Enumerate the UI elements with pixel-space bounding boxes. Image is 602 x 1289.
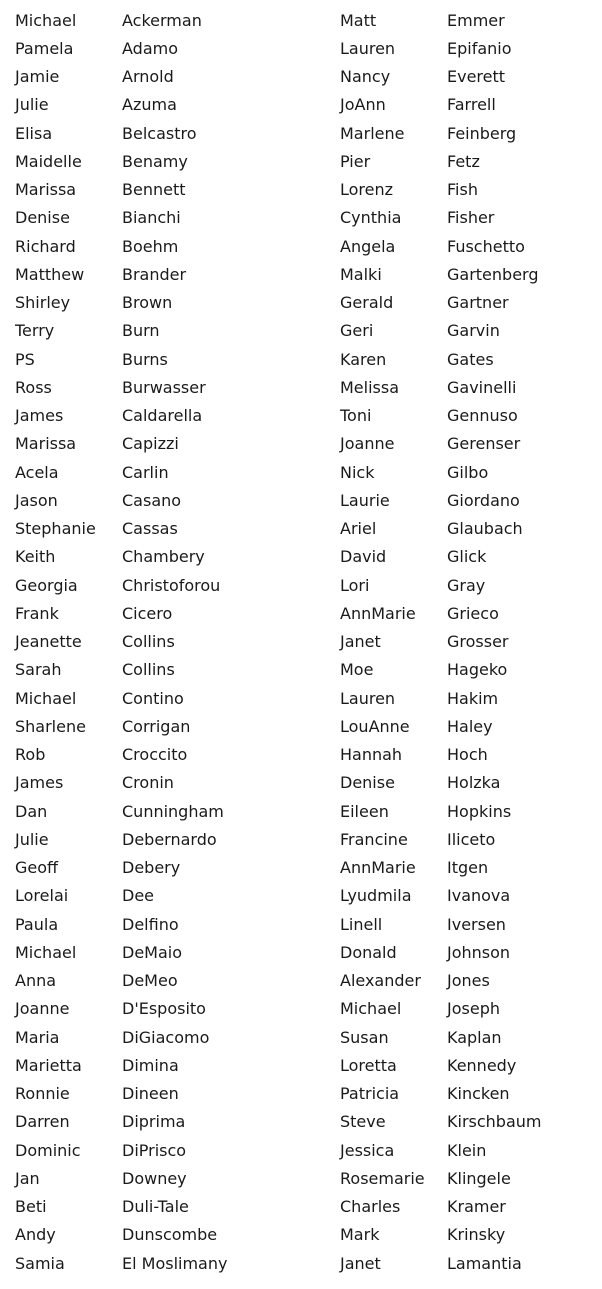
last-name: Boehm (122, 236, 179, 256)
last-name: Garvin (447, 321, 500, 341)
name-row (15, 232, 295, 260)
first-name: David (340, 547, 387, 567)
first-name: Dan (15, 801, 48, 821)
last-name: Burns (122, 349, 168, 369)
name-row (340, 656, 602, 684)
name-row (15, 6, 295, 34)
name-row (340, 543, 602, 571)
last-name: D'Esposito (122, 999, 206, 1019)
name-row (340, 1051, 602, 1079)
first-name: Laurie (340, 490, 390, 510)
last-name: Benamy (122, 151, 188, 171)
first-name: Matt (340, 10, 377, 30)
last-name: Dineen (122, 1084, 179, 1104)
name-row (15, 34, 295, 62)
last-name: Farrell (447, 95, 496, 115)
last-name: Belcastro (122, 123, 197, 143)
name-row (15, 656, 295, 684)
first-name: Gerald (340, 293, 394, 313)
first-name: Eileen (340, 801, 389, 821)
name-row (340, 147, 602, 175)
last-name: Christoforou (122, 575, 221, 595)
last-name: Joseph (447, 999, 500, 1019)
last-name: Klingele (447, 1168, 511, 1188)
name-row (15, 1221, 295, 1249)
first-name: Richard (15, 236, 76, 256)
name-row (15, 854, 295, 882)
name-row (15, 373, 295, 401)
first-name: Geoff (15, 858, 59, 878)
first-name: Julie (15, 829, 49, 849)
first-name: LouAnne (340, 716, 410, 736)
last-name: Hopkins (447, 801, 512, 821)
first-name: Loretta (340, 1055, 397, 1075)
first-name: Joanne (340, 434, 395, 454)
name-row (340, 373, 602, 401)
name-row (340, 938, 602, 966)
name-row (15, 289, 295, 317)
first-name: Lyudmila (340, 886, 412, 906)
first-name: Julie (15, 95, 49, 115)
first-name: Nick (340, 462, 375, 482)
name-row (15, 995, 295, 1023)
last-name: Iliceto (447, 829, 496, 849)
last-name: Holzka (447, 773, 501, 793)
last-name: Lamantia (447, 1253, 522, 1273)
name-row (15, 684, 295, 712)
name-row (340, 317, 602, 345)
last-name: Kramer (447, 1197, 506, 1217)
last-name: Emmer (447, 10, 505, 30)
last-name: Gates (447, 349, 494, 369)
first-name: Rob (15, 745, 46, 765)
name-row (15, 119, 295, 147)
last-name: Cronin (122, 773, 174, 793)
name-row (15, 769, 295, 797)
first-name: Malki (340, 264, 382, 284)
last-name: Azuma (122, 95, 177, 115)
name-row (340, 1023, 602, 1051)
first-name: AnnMarie (340, 858, 416, 878)
name-row (15, 825, 295, 853)
name-row (340, 741, 602, 769)
last-name: Duli-Tale (122, 1197, 189, 1217)
first-name: Pamela (15, 38, 74, 58)
last-name: Burwasser (122, 377, 206, 397)
first-name: Michael (340, 999, 402, 1019)
last-name: Gavinelli (447, 377, 517, 397)
name-row (340, 599, 602, 627)
last-name: Krinsky (447, 1225, 506, 1245)
name-row (340, 882, 602, 910)
last-name: Jones (447, 971, 490, 991)
first-name: Lauren (340, 688, 396, 708)
last-name: Johnson (447, 942, 511, 962)
first-name: Acela (15, 462, 59, 482)
first-name: Ross (15, 377, 52, 397)
name-row (340, 797, 602, 825)
first-name: Steve (340, 1112, 386, 1132)
name-row (15, 1051, 295, 1079)
name-row (15, 1108, 295, 1136)
first-name: Marietta (15, 1055, 82, 1075)
name-row (340, 289, 602, 317)
name-row (15, 63, 295, 91)
last-name: Kirschbaum (447, 1112, 542, 1132)
last-name: Grieco (447, 603, 499, 623)
name-row (340, 458, 602, 486)
name-row (340, 769, 602, 797)
left-name-column (15, 6, 295, 1277)
first-name: Moe (340, 660, 374, 680)
first-name: Denise (340, 773, 395, 793)
first-name: Patricia (340, 1084, 400, 1104)
last-name: Debery (122, 858, 181, 878)
name-row (15, 147, 295, 175)
first-name: James (15, 406, 64, 426)
last-name: Fetz (447, 151, 480, 171)
name-row (15, 515, 295, 543)
last-name: Fuschetto (447, 236, 525, 256)
last-name: Epifanio (447, 38, 512, 58)
last-name: Carlin (122, 462, 169, 482)
name-row (15, 176, 295, 204)
name-row (15, 938, 295, 966)
name-row (340, 712, 602, 740)
last-name: Bianchi (122, 208, 181, 228)
first-name: AnnMarie (340, 603, 416, 623)
name-row (340, 260, 602, 288)
name-row (15, 430, 295, 458)
first-name: Anna (15, 971, 57, 991)
first-name: Melissa (340, 377, 400, 397)
last-name: Glaubach (447, 519, 523, 539)
first-name: Darren (15, 1112, 70, 1132)
first-name: Georgia (15, 575, 78, 595)
first-name: Michael (15, 10, 77, 30)
first-name: Paula (15, 914, 59, 934)
name-row (340, 995, 602, 1023)
last-name: Arnold (122, 67, 174, 87)
name-row (340, 91, 602, 119)
name-row (15, 797, 295, 825)
name-row (340, 571, 602, 599)
first-name: Sarah (15, 660, 62, 680)
last-name: Giordano (447, 490, 520, 510)
last-name: Hoch (447, 745, 488, 765)
last-name: Haley (447, 716, 493, 736)
last-name: Dee (122, 886, 155, 906)
last-name: Gray (447, 575, 486, 595)
name-row (340, 63, 602, 91)
first-name: Alexander (340, 971, 421, 991)
last-name: Cunningham (122, 801, 224, 821)
first-name: Marissa (15, 180, 77, 200)
name-row (340, 1108, 602, 1136)
last-name: Dimina (122, 1055, 179, 1075)
last-name: Burn (122, 321, 160, 341)
last-name: Ivanova (447, 886, 511, 906)
last-name: DeMeo (122, 971, 178, 991)
last-name: Croccito (122, 745, 188, 765)
first-name: Michael (15, 688, 77, 708)
first-name: Karen (340, 349, 387, 369)
first-name: Susan (340, 1027, 389, 1047)
first-name: Lori (340, 575, 370, 595)
name-row (340, 825, 602, 853)
last-name: Downey (122, 1168, 187, 1188)
name-row (15, 910, 295, 938)
name-row (15, 712, 295, 740)
last-name: Grosser (447, 632, 509, 652)
name-row (15, 599, 295, 627)
first-name: Jason (15, 490, 58, 510)
first-name: Geri (340, 321, 374, 341)
first-name: Janet (340, 1253, 381, 1273)
first-name: Elisa (15, 123, 53, 143)
last-name: Collins (122, 660, 175, 680)
first-name: Shirley (15, 293, 71, 313)
first-name: Lauren (340, 38, 396, 58)
first-name: Andy (15, 1225, 56, 1245)
last-name: Fish (447, 180, 478, 200)
last-name: Brander (122, 264, 187, 284)
name-row (15, 1193, 295, 1221)
name-row (15, 204, 295, 232)
first-name: Lorenz (340, 180, 394, 200)
first-name: Terry (15, 321, 55, 341)
name-row (340, 1080, 602, 1108)
first-name: PS (15, 349, 35, 369)
first-name: Charles (340, 1197, 401, 1217)
last-name: Debernardo (122, 829, 217, 849)
name-row (15, 543, 295, 571)
first-name: Pier (340, 151, 371, 171)
last-name: Itgen (447, 858, 489, 878)
last-name: Gerenser (447, 434, 521, 454)
first-name: Michael (15, 942, 77, 962)
last-name: Diprima (122, 1112, 186, 1132)
last-name: Ackerman (122, 10, 202, 30)
name-row (15, 628, 295, 656)
first-name: James (15, 773, 64, 793)
name-row (340, 515, 602, 543)
first-name: JoAnn (340, 95, 386, 115)
name-row (340, 204, 602, 232)
first-name: Jamie (15, 67, 60, 87)
first-name: Keith (15, 547, 56, 567)
last-name: Corrigan (122, 716, 191, 736)
first-name: Marlene (340, 123, 405, 143)
name-row (340, 1249, 602, 1277)
right-name-column (340, 6, 602, 1277)
name-row (15, 260, 295, 288)
name-row (15, 1023, 295, 1051)
name-row (15, 967, 295, 995)
first-name: Beti (15, 1197, 47, 1217)
first-name: Stephanie (15, 519, 96, 539)
first-name: Maria (15, 1027, 60, 1047)
first-name: Donald (340, 942, 397, 962)
last-name: Gilbo (447, 462, 489, 482)
last-name: Fisher (447, 208, 495, 228)
last-name: DeMaio (122, 942, 183, 962)
last-name: Capizzi (122, 434, 179, 454)
name-row (340, 402, 602, 430)
name-row (340, 176, 602, 204)
name-row (340, 910, 602, 938)
first-name: Jan (15, 1168, 40, 1188)
first-name: Ronnie (15, 1084, 70, 1104)
first-name: Linell (340, 914, 383, 934)
name-row (15, 91, 295, 119)
name-row (340, 6, 602, 34)
name-row (340, 1221, 602, 1249)
last-name: Caldarella (122, 406, 203, 426)
last-name: Klein (447, 1140, 487, 1160)
name-row (15, 1136, 295, 1164)
last-name: DiPrisco (122, 1140, 187, 1160)
name-row (15, 571, 295, 599)
last-name: Contino (122, 688, 184, 708)
last-name: Gennuso (447, 406, 518, 426)
first-name: Samia (15, 1253, 65, 1273)
name-row (340, 119, 602, 147)
name-row (15, 741, 295, 769)
last-name: Cicero (122, 603, 173, 623)
last-name: Gartner (447, 293, 509, 313)
first-name: Ariel (340, 519, 377, 539)
name-row (15, 317, 295, 345)
name-row (340, 345, 602, 373)
name-row (340, 486, 602, 514)
last-name: Collins (122, 632, 175, 652)
last-name: Kennedy (447, 1055, 517, 1075)
last-name: Dunscombe (122, 1225, 218, 1245)
first-name: Frank (15, 603, 59, 623)
first-name: Lorelai (15, 886, 69, 906)
last-name: El Moslimany (122, 1253, 228, 1273)
last-name: Gartenberg (447, 264, 539, 284)
last-name: Bennett (122, 180, 186, 200)
name-row (340, 34, 602, 62)
name-row (340, 854, 602, 882)
name-row (340, 1164, 602, 1192)
last-name: DiGiacomo (122, 1027, 210, 1047)
last-name: Kincken (447, 1084, 510, 1104)
name-row (15, 1080, 295, 1108)
last-name: Glick (447, 547, 487, 567)
first-name: Marissa (15, 434, 77, 454)
first-name: Sharlene (15, 716, 86, 736)
first-name: Dominic (15, 1140, 81, 1160)
first-name: Cynthia (340, 208, 402, 228)
first-name: Denise (15, 208, 70, 228)
last-name: Delfino (122, 914, 179, 934)
name-row (15, 345, 295, 373)
first-name: Jeanette (15, 632, 82, 652)
name-row (15, 458, 295, 486)
name-row (340, 1136, 602, 1164)
name-row (340, 967, 602, 995)
name-row (15, 1249, 295, 1277)
first-name: Francine (340, 829, 408, 849)
first-name: Janet (340, 632, 381, 652)
first-name: Jessica (340, 1140, 395, 1160)
first-name: Angela (340, 236, 396, 256)
name-row (340, 430, 602, 458)
name-row (340, 684, 602, 712)
first-name: Joanne (15, 999, 70, 1019)
last-name: Hakim (447, 688, 499, 708)
last-name: Kaplan (447, 1027, 502, 1047)
first-name: Maidelle (15, 151, 82, 171)
last-name: Cassas (122, 519, 178, 539)
first-name: Rosemarie (340, 1168, 425, 1188)
name-row (340, 232, 602, 260)
name-row (15, 882, 295, 910)
last-name: Feinberg (447, 123, 517, 143)
name-row (15, 486, 295, 514)
first-name: Hannah (340, 745, 403, 765)
last-name: Adamo (122, 38, 178, 58)
last-name: Iversen (447, 914, 506, 934)
last-name: Brown (122, 293, 173, 313)
first-name: Nancy (340, 67, 391, 87)
first-name: Mark (340, 1225, 380, 1245)
name-row (15, 402, 295, 430)
first-name: Matthew (15, 264, 85, 284)
name-row (15, 1164, 295, 1192)
last-name: Casano (122, 490, 182, 510)
first-name: Toni (340, 406, 372, 426)
last-name: Chambery (122, 547, 205, 567)
last-name: Everett (447, 67, 506, 87)
name-row (340, 1193, 602, 1221)
name-row (340, 628, 602, 656)
last-name: Hageko (447, 660, 508, 680)
